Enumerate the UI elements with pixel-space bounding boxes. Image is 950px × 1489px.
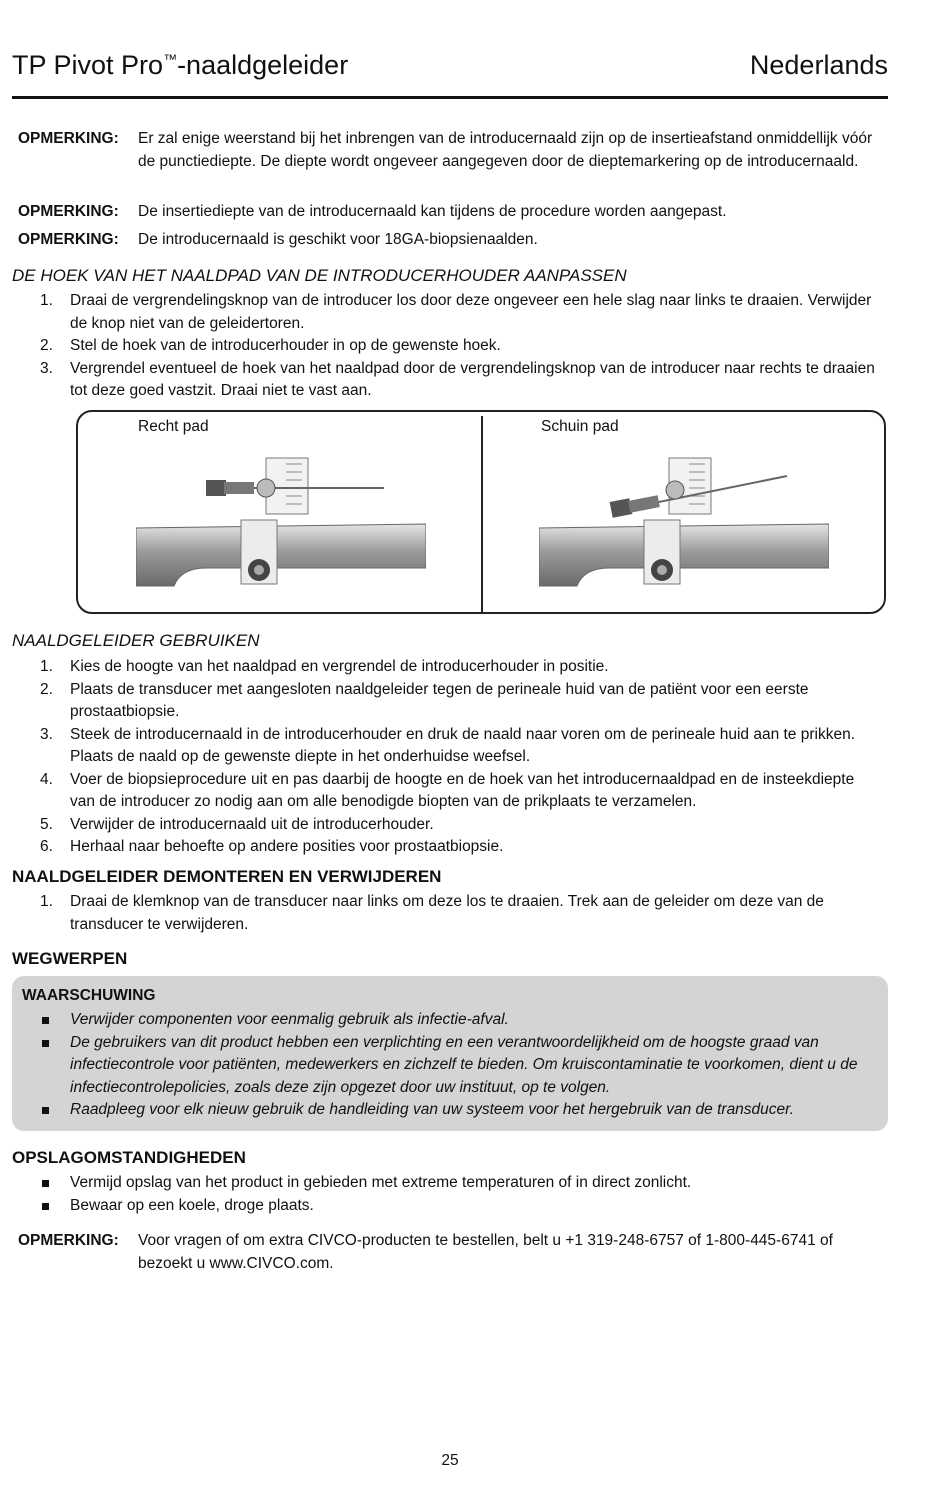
list-item: 1. Draai de klemknop van de transducer naar links om deze los te draaien. Trek aan de geleider om deze van de transducer te verwijderen. <box>40 893 824 933</box>
straight-path-label: Recht pad <box>138 418 209 435</box>
use-steps <box>40 656 880 859</box>
note-text: De insertiediepte van de introducernaald kan tijdens de procedure worden aangepast. <box>138 203 727 220</box>
straight-path-illustration <box>136 446 426 596</box>
note-text: De introducernaald is geschikt voor 18GA-biopsienaalden. <box>138 231 538 248</box>
page-number: 25 <box>441 1452 459 1469</box>
note-2 <box>18 201 878 224</box>
list-item: 3. Steek de introducernaald in de introducerhouder en druk de naald naar voren om de perineale huid aan te prikken. Plaats de naald op de gewenste diepte in het onderhuidse weefsel. <box>40 725 855 765</box>
note-label: OPMERKING: <box>18 203 119 220</box>
note-1 <box>18 128 878 173</box>
list-item: Bewaar op een koele, droge plaats. <box>42 1195 862 1218</box>
list-item: Verwijder componenten voor eenmalig gebruik als infectie-afval. <box>42 1009 862 1032</box>
list-item: De gebruikers van dit product hebben een verplichting en een verantwoordelijkheid om de hoogste graad van infectiecontrole voor patiënten, medewerkers en zichzelf te bieden. Om kruiscontaminatie te voorkomen, dient u de infectiecontrolepolicies, zoals deze zijn opgezet door uw instituut, op te volgen. <box>42 1032 862 1100</box>
angled-path-illustration <box>539 446 829 596</box>
remove-steps <box>40 891 880 936</box>
list-item: 4. Voer de biopsieprocedure uit en pas daarbij de hoogte en de hoek van het introducernaaldpad en de insteekdiepte van de introducer zo nodig aan om alle benodigde biopten van de prikplaats te verzamelen. <box>40 770 855 810</box>
section-heading-storage: OPSLAGOMSTANDIGHEDEN <box>12 1148 246 1167</box>
storage-list <box>42 1172 862 1217</box>
header-divider <box>12 96 888 99</box>
figure-divider <box>481 416 483 612</box>
section-heading-angle: DE HOEK VAN HET NAALDPAD VAN DE INTRODUCERHOUDER AANPASSEN <box>12 266 627 285</box>
note-label: OPMERKING: <box>18 130 119 147</box>
section-heading-use: NAALDGELEIDER GEBRUIKEN <box>12 631 260 650</box>
list-item: 5. Verwijder de introducernaald uit de introducerhouder. <box>40 815 434 833</box>
angled-path-label: Schuin pad <box>541 418 619 435</box>
note-label: OPMERKING: <box>18 231 119 248</box>
list-item: 1. Draai de vergrendelingsknop van de introducer los door deze ongeveer een hele slag naar links te draaien. Verwijder de knop niet van de geleidertoren. <box>40 292 872 332</box>
list-item: Vermijd opslag van het product in gebieden met extreme temperaturen of in direct zonlicht. <box>42 1172 862 1195</box>
warning-list <box>42 1009 862 1122</box>
warning-box <box>12 976 888 1131</box>
list-item: Raadpleeg voor elk nieuw gebruik de handleiding van uw systeem voor het hergebruik van de transducer. <box>42 1099 862 1122</box>
list-item: 6. Herhaal naar behoefte op andere posities voor prostaatbiopsie. <box>40 838 504 855</box>
note-contact <box>18 1230 878 1275</box>
note-text: Er zal enige weerstand bij het inbrengen van de introducernaald zijn op de insertieafstand onmiddellijk vóór de punctiediepte. De diepte wordt ongeveer aangegeven door de dieptemarkering op de introducernaald. <box>138 130 873 170</box>
list-item: 2. Stel de hoek van de introducerhouder in op de gewenste hoek. <box>40 337 501 354</box>
list-item: 1. Kies de hoogte van het naaldpad en vergrendel de introducerhouder in positie. <box>40 658 609 675</box>
angle-steps <box>40 290 880 403</box>
needle-path-figure <box>76 410 886 614</box>
document-title: TP Pivot Pro™-naaldgeleider <box>12 50 349 80</box>
section-heading-remove: NAALDGELEIDER DEMONTEREN EN VERWIJDEREN <box>12 867 442 886</box>
note-3 <box>18 229 878 252</box>
section-heading-dispose: WEGWERPEN <box>12 949 128 968</box>
list-item: 3. Vergrendel eventueel de hoek van het naaldpad door de vergrendelingsknop van de introducer naar rechts te draaien tot deze goed vastzit. Draai niet te vast aan. <box>40 359 875 399</box>
page-header <box>12 50 888 90</box>
language-label: Nederlands <box>749 50 888 80</box>
warning-title: WAARSCHUWING <box>22 987 156 1004</box>
list-item: 2. Plaats de transducer met aangesloten naaldgeleider tegen de perineale huid van de patiënt voor een eerste prostaatbiopsie. <box>40 680 809 720</box>
note-label: OPMERKING: <box>18 1232 119 1249</box>
note-text: Voor vragen of om extra CIVCO-producten te bestellen, belt u +1 319-248-6757 of 1-800-445-6741 of bezoekt u www.CIVCO.com. <box>138 1232 833 1272</box>
